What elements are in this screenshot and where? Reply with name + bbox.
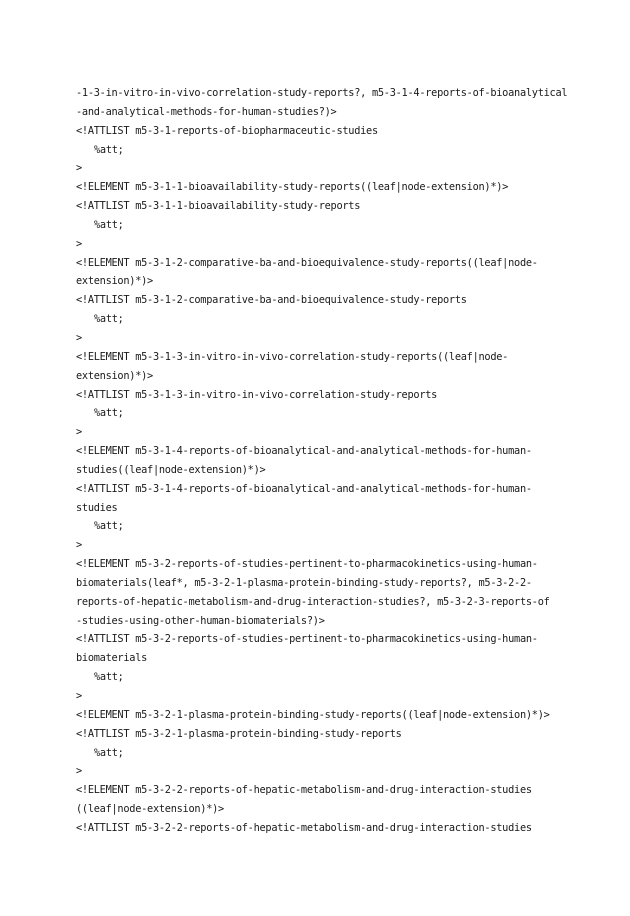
dtd-line: <!ELEMENT m5-3-1-2-comparative-ba-and-bioequivalence-study-reports((leaf|node- <box>76 256 538 269</box>
dtd-line: extension)*)> <box>76 369 153 382</box>
dtd-line: %att; <box>94 218 124 231</box>
dtd-line: <!ATTLIST m5-3-2-2-reports-of-hepatic-metabolism-and-drug-interaction-studies <box>76 821 532 834</box>
dtd-line: -1-3-in-vitro-in-vivo-correlation-study-reports?, m5-3-1-4-reports-of-bioanalytical <box>76 87 568 99</box>
dtd-line: <!ELEMENT m5-3-1-4-reports-of-bioanalytical-and-analytical-methods-for-human- <box>76 445 532 458</box>
dtd-line: <!ATTLIST m5-3-1-1-bioavailability-study-reports <box>76 200 361 213</box>
dtd-line: biomaterials <box>76 652 148 665</box>
dtd-line: %att; <box>94 746 124 759</box>
dtd-line: > <box>76 331 82 344</box>
dtd-line: <!ATTLIST m5-3-1-4-reports-of-bioanalytical-and-analytical-methods-for-human- <box>76 482 532 495</box>
dtd-line: <!ELEMENT m5-3-2-1-plasma-protein-binding-study-reports((leaf|node-extension)*)> <box>76 708 550 721</box>
dtd-line: -and-analytical-methods-for-human-studies?)> <box>76 105 337 118</box>
dtd-line: <!ELEMENT m5-3-1-1-bioavailability-study-reports((leaf|node-extension)*)> <box>76 181 509 194</box>
dtd-line: -studies-using-other-human-biomaterials?)> <box>76 614 325 627</box>
dtd-line: <!ELEMENT m5-3-2-reports-of-studies-pertinent-to-pharmacokinetics-using-human- <box>76 558 538 571</box>
dtd-line: > <box>76 426 82 439</box>
dtd-line: > <box>76 690 82 702</box>
dtd-line: > <box>76 765 82 778</box>
dtd-line: %att; <box>94 407 124 420</box>
dtd-line: studies <box>76 501 118 514</box>
dtd-text-block <box>76 84 566 838</box>
dtd-line: <!ATTLIST m5-3-2-reports-of-studies-pertinent-to-pharmacokinetics-using-human- <box>76 633 538 646</box>
dtd-line: ((leaf|node-extension)*)> <box>76 803 224 816</box>
dtd-line: %att; <box>94 313 124 326</box>
dtd-line: studies((leaf|node-extension)*)> <box>76 463 266 476</box>
dtd-line: > <box>76 162 82 175</box>
dtd-line: %att; <box>94 143 124 156</box>
dtd-line: biomaterials(leaf*, m5-3-2-1-plasma-protein-binding-study-reports?, m5-3-2-2- <box>76 576 532 589</box>
dtd-line: %att; <box>94 671 124 684</box>
dtd-line: <!ATTLIST m5-3-1-2-comparative-ba-and-bioequivalence-study-reports <box>76 294 467 307</box>
dtd-line: <!ATTLIST m5-3-1-reports-of-biopharmaceutic-studies <box>76 124 378 137</box>
dtd-line: > <box>76 237 82 250</box>
dtd-line: %att; <box>94 520 124 533</box>
dtd-line: reports-of-hepatic-metabolism-and-drug-interaction-studies?, m5-3-2-3-reports-of <box>76 595 550 608</box>
dtd-line: <!ATTLIST m5-3-1-3-in-vitro-in-vivo-correlation-study-reports <box>76 388 438 401</box>
dtd-line: > <box>76 539 82 552</box>
dtd-line: <!ELEMENT m5-3-2-2-reports-of-hepatic-metabolism-and-drug-interaction-studies <box>76 784 532 797</box>
dtd-line: extension)*)> <box>76 275 153 288</box>
dtd-line: <!ATTLIST m5-3-2-1-plasma-protein-binding-study-reports <box>76 727 402 740</box>
dtd-line: <!ELEMENT m5-3-1-3-in-vitro-in-vivo-correlation-study-reports((leaf|node- <box>76 350 509 363</box>
